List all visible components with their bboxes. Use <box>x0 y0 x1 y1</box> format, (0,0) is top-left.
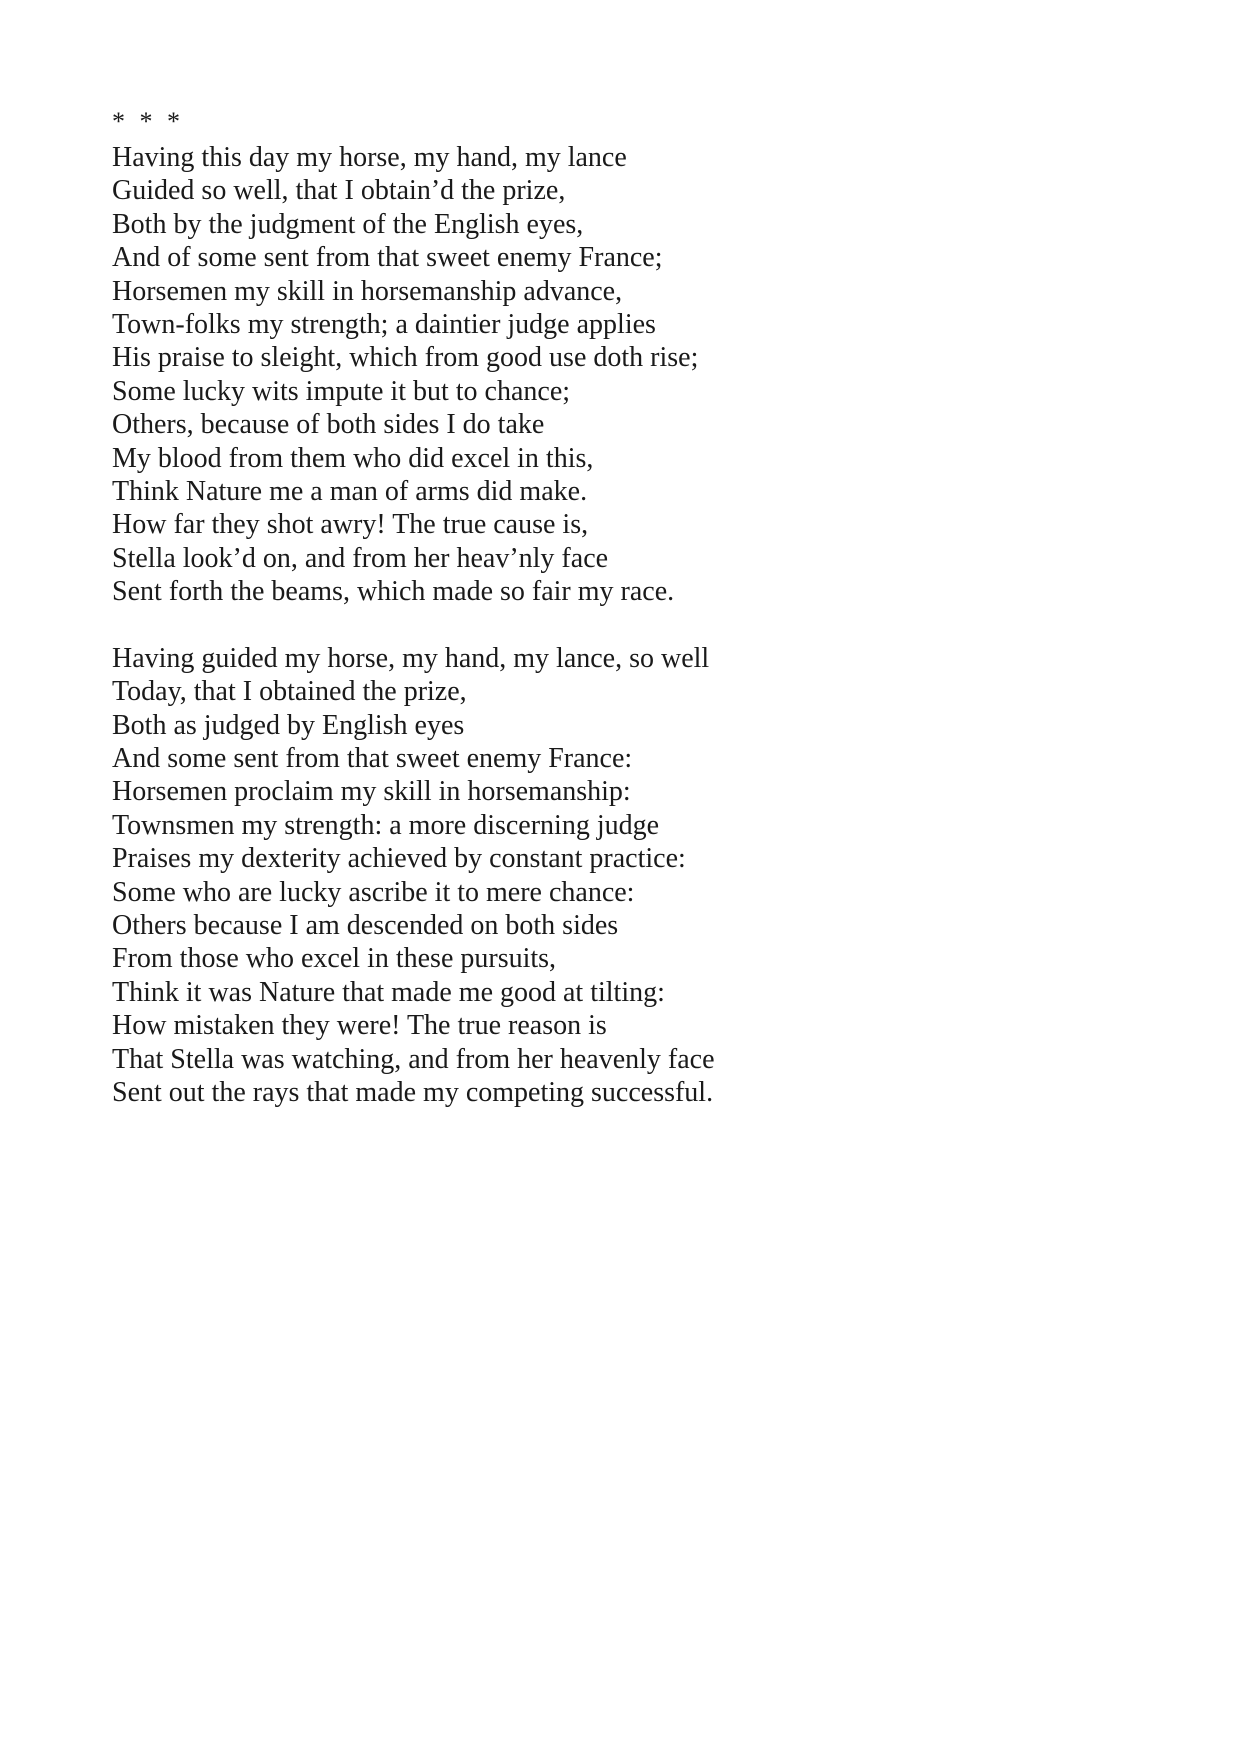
poem-line: Town-folks my strength; a daintier judge applies <box>112 309 656 341</box>
section-separator: * * * <box>112 107 180 136</box>
poem-line: Stella look’d on, and from her heav’nly face <box>112 542 609 574</box>
poem-line: Both by the judgment of the English eyes, <box>112 208 584 240</box>
poem-line: How far they shot awry! The true cause is, <box>112 509 589 541</box>
poem-line: Think Nature me a man of arms did make. <box>112 476 588 508</box>
modern-paraphrase <box>112 642 715 1110</box>
paraphrase-line: Sent out the rays that made my competing successful. <box>112 1076 714 1108</box>
paraphrase-line: Some who are lucky ascribe it to mere chance: <box>112 876 635 908</box>
paraphrase-line: Think it was Nature that made me good at tilting: <box>112 976 665 1008</box>
poem-line: My blood from them who did excel in this, <box>112 442 594 474</box>
paraphrase-line: Horsemen proclaim my skill in horsemanship: <box>112 776 631 808</box>
poem-line: Some lucky wits impute it but to chance; <box>112 375 571 407</box>
poem-line: Having this day my horse, my hand, my lance <box>112 142 627 173</box>
paraphrase-line: Today, that I obtained the prize, <box>112 676 467 708</box>
paraphrase-line: And some sent from that sweet enemy France: <box>112 742 633 774</box>
paraphrase-line: From those who excel in these pursuits, <box>112 943 557 975</box>
poem-line: His praise to sleight, which from good use doth rise; <box>112 342 699 374</box>
poem-line: Sent forth the beams, which made so fair my race. <box>112 576 675 608</box>
paraphrase-line: Praises my dexterity achieved by constant practice: <box>112 843 686 875</box>
poem-text <box>112 103 715 1109</box>
paraphrase-line: How mistaken they were! The true reason is <box>112 1010 607 1042</box>
poem-line: Guided so well, that I obtain’d the prize, <box>112 175 566 207</box>
poem-line: Others, because of both sides I do take <box>112 409 545 441</box>
paraphrase-line: Having guided my horse, my hand, my lance, so well <box>112 642 710 674</box>
poem-line: And of some sent from that sweet enemy France; <box>112 242 663 274</box>
poem-line: Horsemen my skill in horsemanship advance, <box>112 275 623 307</box>
paraphrase-line: Others because I am descended on both sides <box>112 909 619 941</box>
paraphrase-line: Townsmen my strength: a more discerning judge <box>112 809 660 841</box>
paraphrase-line: Both as judged by English eyes <box>112 709 465 741</box>
original-sonnet <box>112 141 715 609</box>
paraphrase-line: That Stella was watching, and from her heavenly face <box>112 1043 715 1075</box>
